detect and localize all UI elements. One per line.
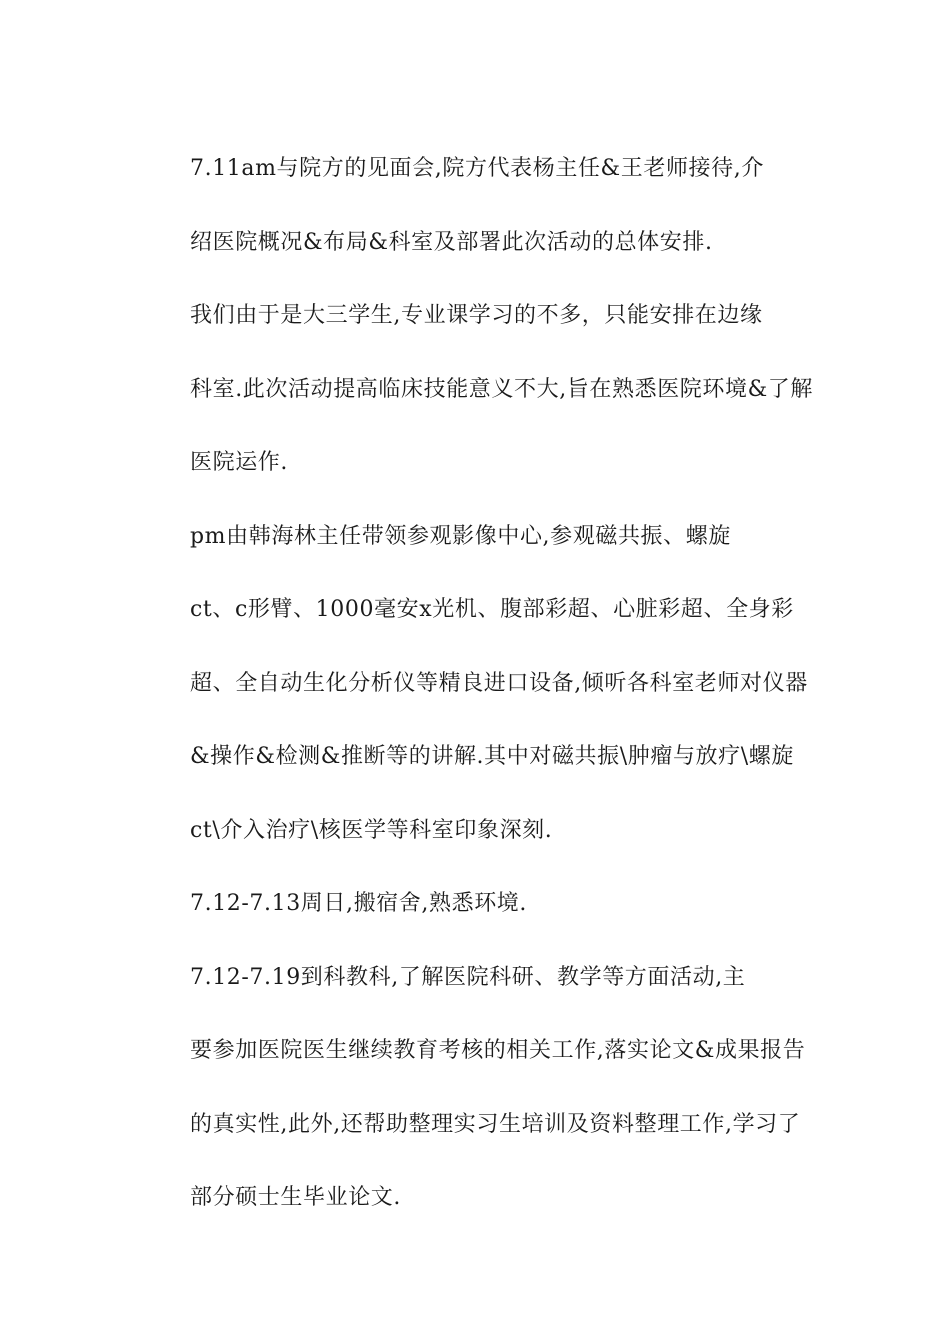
paragraph-line: 科室.此次活动提高临床技能意义不大,旨在熟悉医院环境&了解 <box>190 376 813 402</box>
paragraph-line: 7.11am与院方的见面会,院方代表杨主任&王老师接待,介 <box>190 156 764 181</box>
paragraph-education-dept <box>144 941 808 1235</box>
paragraph-line: ct、c形臂、1000毫安x光机、腹部彩超、心脏彩超、全身彩 <box>190 597 794 622</box>
paragraph-line: ct\介入治疗\核医学等科室印象深刻. <box>190 817 553 843</box>
paragraph-line: 超、全自动生化分析仪等精良进口设备,倾听各科室老师对仪器 <box>190 670 808 696</box>
paragraph-line: 要参加医院医生继续教育考核的相关工作,落实论文&成果报告 <box>190 1038 806 1063</box>
paragraph-arrangement <box>144 279 813 500</box>
paragraph-line: 的真实性,此外,还帮助整理实习生培训及资料整理工作,学习了 <box>190 1111 801 1137</box>
paragraph-line: 医院运作. <box>190 450 288 475</box>
paragraph-line: 部分硕士生毕业论文. <box>190 1185 401 1210</box>
paragraph-line: &操作&检测&推断等的讲解.其中对磁共振\肿瘤与放疗\螺旋 <box>190 744 794 769</box>
paragraph-line: 7.12-7.19到科教科,了解医院科研、教学等方面活动,主 <box>190 964 746 990</box>
paragraph-meeting <box>144 132 808 279</box>
paragraph-line: pm由韩海林主任带领参观影像中心,参观磁共振、螺旋 <box>190 523 731 549</box>
paragraph-line: 绍医院概况&布局&科室及部署此次活动的总体安排. <box>190 229 713 255</box>
paragraph-dormitory <box>144 867 808 941</box>
paragraph-line: 7.12-7.13周日,搬宿舍,熟悉环境. <box>190 891 527 916</box>
paragraph-line: 我们由于是大三学生,专业课学习的不多，只能安排在边缘 <box>190 303 763 328</box>
document-body <box>144 132 813 1235</box>
paragraph-imaging-center <box>144 500 808 868</box>
